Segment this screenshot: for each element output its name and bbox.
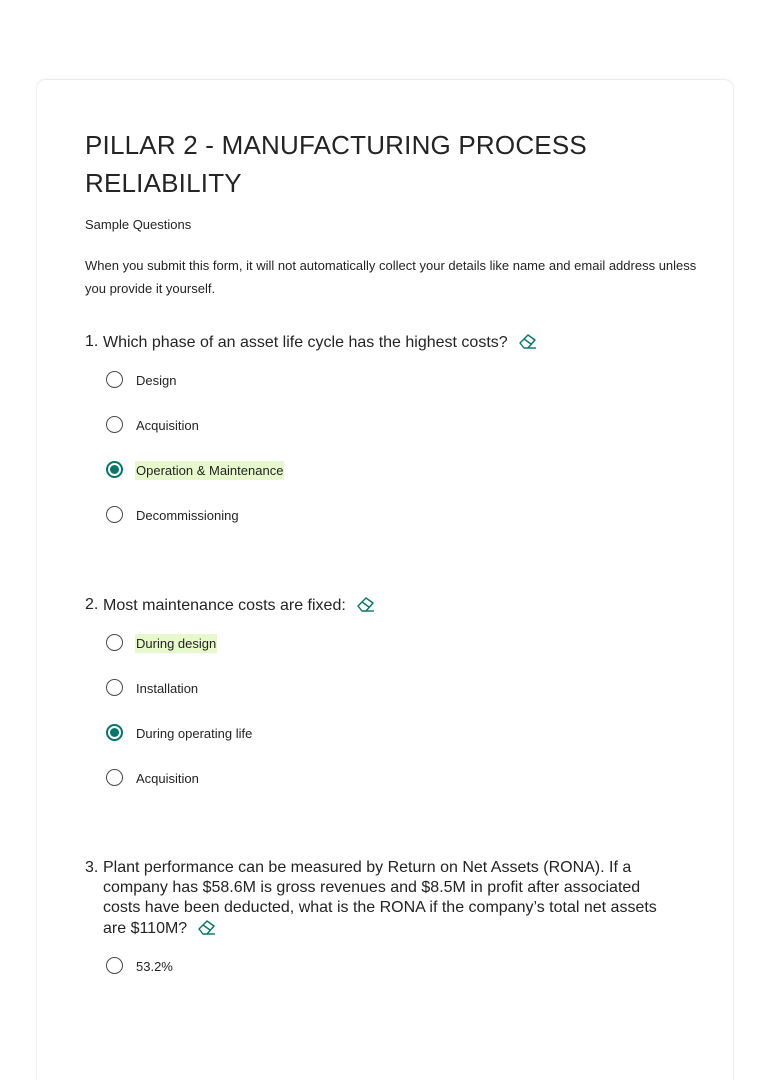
radio-button[interactable]: [106, 634, 123, 651]
option-label: Acquisition: [136, 771, 199, 786]
radio-button[interactable]: [106, 416, 123, 433]
question-3: [85, 858, 685, 1002]
form-subtitle: Sample Questions: [85, 217, 192, 232]
option-label: Installation: [136, 681, 199, 696]
option-label: During operating life: [136, 726, 253, 741]
radio-button[interactable]: [106, 506, 123, 523]
option-acquisition[interactable]: [85, 769, 685, 814]
question-number: 2.: [85, 596, 99, 613]
question-2: [85, 595, 685, 814]
radio-button-selected[interactable]: [106, 724, 123, 741]
option-during-design[interactable]: [85, 634, 685, 679]
privacy-notice: When you submit this form, it will not automatically collect your details like name and email address unless you provide it yourself.: [85, 258, 697, 296]
radio-button[interactable]: [106, 769, 123, 786]
option-design[interactable]: [85, 371, 685, 416]
option-label: 53.2%: [136, 959, 173, 974]
question-text: Which phase of an asset life cycle has the highest costs?: [103, 334, 508, 351]
question-number: 3.: [85, 859, 99, 876]
question-text: Most maintenance costs are fixed:: [103, 597, 346, 614]
question-text: Plant performance can be measured by Return on Net Assets (RONA). If a company has $58.6M is gross revenues and $8.5M in profit after associated costs have been deducted, what is the RONA if the company’s total net assets are $110M?: [103, 859, 657, 937]
option-label: During design: [136, 636, 217, 651]
option-acquisition[interactable]: [85, 416, 685, 461]
option-label: Acquisition: [136, 418, 199, 433]
eraser-icon[interactable]: [518, 332, 538, 350]
option-installation[interactable]: [85, 679, 685, 724]
option-decommissioning[interactable]: [85, 506, 685, 551]
option-during-operating-life[interactable]: [85, 724, 685, 769]
question-number: 1.: [85, 333, 99, 350]
option-53-2-percent[interactable]: [85, 957, 685, 1002]
radio-button[interactable]: [106, 371, 123, 388]
radio-button-selected[interactable]: [106, 461, 123, 478]
radio-button[interactable]: [106, 679, 123, 696]
radio-button[interactable]: [106, 957, 123, 974]
eraser-icon[interactable]: [197, 918, 217, 936]
option-operation-maintenance[interactable]: [85, 461, 685, 506]
question-1: [85, 332, 685, 551]
eraser-icon[interactable]: [356, 595, 376, 613]
option-label: Design: [136, 373, 177, 388]
form-title: PILLAR 2 - MANUFACTURING PROCESS RELIABILITY: [85, 130, 587, 198]
option-label: Decommissioning: [136, 508, 239, 523]
option-label: Operation & Maintenance: [136, 463, 284, 478]
